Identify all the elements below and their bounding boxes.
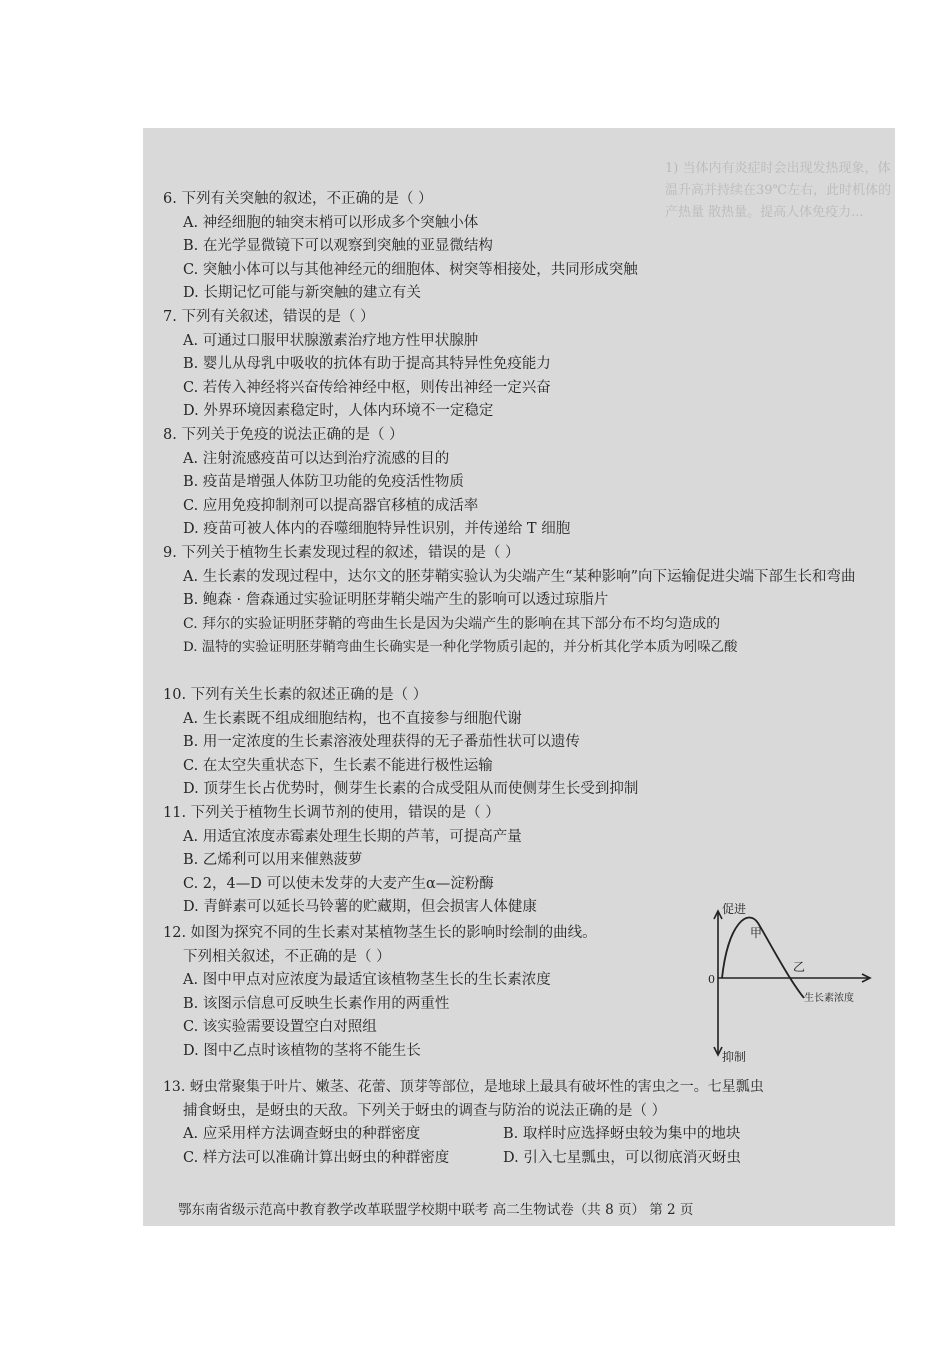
x-axis-label: 生长素浓度 [804,993,854,1004]
option-a: A. 注射流感疫苗可以达到治疗流感的目的 [183,450,450,467]
question-stem-cont: 下列相关叙述，不正确的是（ ） [183,948,391,965]
question-9 [163,542,883,660]
question-stem: 蚜虫常聚集于叶片、嫩茎、花蕾、顶芽等部位，是地球上最具有破坏性的害虫之一。七星瓢虫 [189,1079,764,1095]
option-a: A. 神经细胞的轴突末梢可以形成多个突触小体 [183,214,479,231]
option-b: B. 乙烯利可以用来催熟菠萝 [183,852,363,869]
question-6 [163,188,883,306]
option-a: A. 用适宜浓度赤霉素处理生长期的芦苇，可提高产量 [183,828,522,845]
exam-page [143,128,895,1226]
option-d: D. 图中乙点时该植物的茎将不能生长 [183,1042,421,1059]
question-stem: 如图为探究不同的生长素对某植物茎生长的影响时绘制的曲线。 [190,925,597,941]
option-c: C. 突触小体可以与其他神经元的细胞体、树突等相接处，共同形成突触 [183,261,638,278]
question-7 [163,306,883,424]
point-jia-label: 甲 [750,926,763,940]
option-b: B. 用一定浓度的生长素溶液处理获得的无子番茄性状可以遗传 [183,734,580,751]
question-number: 11. [163,805,187,821]
option-d: D. 疫苗可被人体内的吞噬细胞特异性识别，并传递给 T 细胞 [183,521,571,538]
question-number: 10. [163,687,187,703]
question-8 [163,424,883,542]
y-top-label: 促进 [722,903,747,916]
option-d: D. 长期记忆可能与新突触的建立有关 [183,285,421,302]
point-yi-label: 乙 [793,960,806,974]
question-stem: 下列有关生长素的叙述正确的是（ ） [190,687,428,703]
option-b: B. 疫苗是增强人体防卫功能的免疫活性物质 [183,474,464,491]
question-13 [163,1076,883,1170]
option-a: A. 应采用样方法调查蚜虫的种群密度 [183,1126,421,1143]
question-number: 12. [163,925,187,941]
question-number: 7. [163,309,177,325]
question-stem: 下列有关叙述，错误的是（ ） [181,309,375,325]
question-number: 9. [163,545,177,561]
option-b: B. 婴儿从母乳中吸收的抗体有助于提高其特异性免疫能力 [183,356,551,373]
option-a: A. 图中甲点对应浓度为最适宜该植物茎生长的生长素浓度 [183,972,551,989]
option-a: A. 生长素既不组成细胞结构，也不直接参与细胞代谢 [183,710,522,727]
option-c: C. 若传入神经将兴奋传给神经中枢，则传出神经一定兴奋 [183,379,551,396]
question-stem: 下列关于植物生长调节剂的使用，错误的是（ ） [190,805,500,821]
question-12 [163,922,705,1064]
option-b: B. 取样时应选择蚜虫较为集中的地块 [503,1126,741,1143]
option-b: B. 在光学显微镜下可以观察到突触的亚显微结构 [183,238,493,255]
question-stem-cont: 捕食蚜虫，是蚜虫的天敌。下列关于蚜虫的调查与防治的说法正确的是（ ） [183,1102,667,1119]
growth-curve [722,918,804,998]
origin-label: 0 [708,973,715,986]
option-d: D. 引入七星瓢虫，可以彻底消灭蚜虫 [503,1149,741,1166]
question-number: 8. [163,427,177,443]
option-d: D. 温特的实验证明胚芽鞘弯曲生长确实是一种化学物质引起的，并分析其化学本质为吲哚乙酸 [183,640,738,656]
option-d: D. 青鲜素可以延长马铃薯的贮藏期，但会损害人体健康 [183,899,537,916]
auxin-growth-curve-figure [708,903,878,1063]
option-c: C. 该实验需要设置空白对照组 [183,1019,377,1036]
question-stem: 下列关于免疫的说法正确的是（ ） [181,427,404,443]
question-stem: 下列关于植物生长素发现过程的叙述，错误的是（ ） [181,545,520,561]
option-d: D. 顶芽生长占优势时，侧芽生长素的合成受阻从而使侧芽生长受到抑制 [183,781,639,798]
option-c: C. 在太空失重状态下，生长素不能进行极性运输 [183,757,493,774]
option-c: C. 拜尔的实验证明胚芽鞘的弯曲生长是因为尖端产生的影响在其下部分布不均匀造成的 [183,615,721,632]
question-10 [163,684,883,802]
option-c: C. 2，4—D 可以使未发芽的大麦产生α—淀粉酶 [183,875,494,892]
question-number: 13. [163,1079,186,1095]
bleed-through-text: 1) 当体内有炎症时会出现发热现象，体温升高并持续在39℃左右，此时机体的产热量 散热量。提高人体免疫力... [665,161,892,220]
y-bottom-label: 抑制 [722,1050,747,1063]
option-b: B. 鲍森 · 詹森通过实验证明胚芽鞘尖端产生的影响可以透过琼脂片 [183,592,609,609]
page-footer: 鄂东南省级示范高中教育教学改革联盟学校期中联考 高二生物试卷（共 8 页） 第 2 页 [178,1202,694,1218]
question-stem: 下列有关突触的叙述，不正确的是（ ） [181,191,433,207]
option-d: D. 外界环境因素稳定时，人体内环境不一定稳定 [183,403,494,420]
option-b: B. 该图示信息可反映生长素作用的两重性 [183,995,450,1012]
option-c: C. 应用免疫抑制剂可以提高器官移植的成活率 [183,497,479,514]
question-number: 6. [163,191,177,207]
option-c: C. 样方法可以准确计算出蚜虫的种群密度 [183,1149,450,1166]
option-a: A. 生长素的发现过程中，达尔文的胚芽鞘实验认为尖端产生“某种影响”向下运输促进尖端下部生长和弯曲 [183,568,856,585]
option-a: A. 可通过口服甲状腺激素治疗地方性甲状腺肿 [183,332,479,349]
